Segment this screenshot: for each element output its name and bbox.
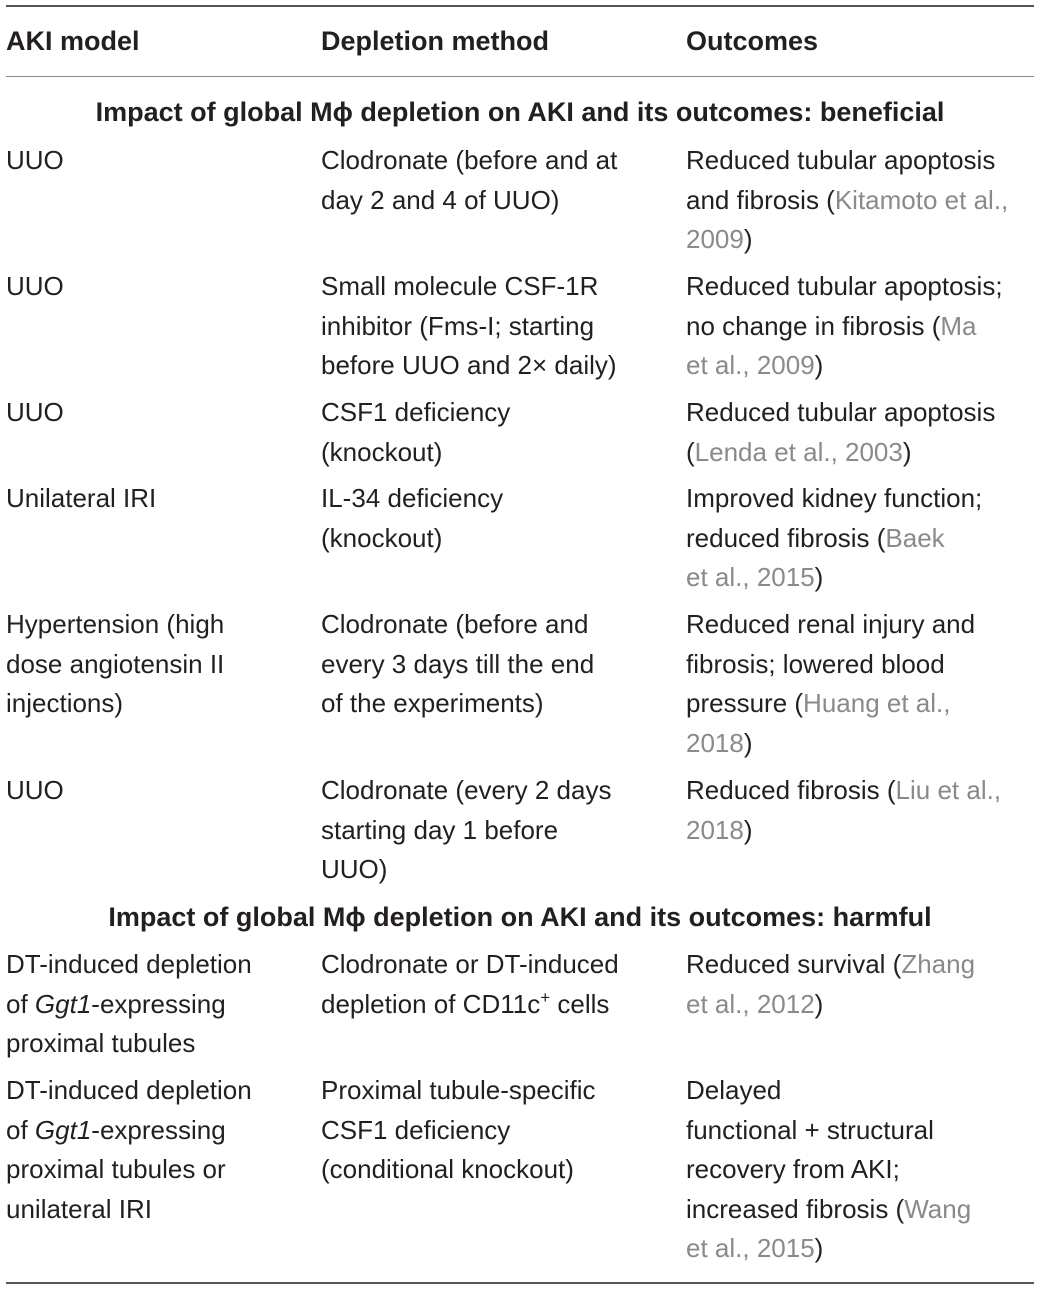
table-row-4-outcome: Improved kidney function; reduced fibrosis (Baek et al., 2015)	[686, 483, 983, 592]
table-row-2-model: UUO	[6, 271, 64, 301]
table-row-7-model: DT-induced depletion of Ggt1-expressing proximal tubules	[6, 945, 306, 1064]
table-bottom-rule	[6, 1282, 1034, 1284]
citation-link[interactable]: et al., 2009	[686, 350, 815, 380]
ggt1-italic-line: of Ggt1-expressing	[6, 1114, 226, 1145]
table-row-3-method: CSF1 deficiency (knockout)	[321, 397, 511, 467]
table-row-3-model: UUO	[6, 397, 64, 427]
table-row-8-method: Proximal tubule-specific CSF1 deficiency (conditional knockout)	[321, 1075, 596, 1184]
citation-link[interactable]: Ma	[940, 310, 977, 341]
citation-link[interactable]: Kitamoto et al.,	[834, 184, 1009, 215]
section-title-harmful: Impact of global Mϕ depletion on AKI and its outcomes: harmful	[108, 902, 932, 932]
table-row-6-method: Clodronate (every 2 days starting day 1 before UUO)	[321, 775, 612, 884]
table-row-2-method: Small molecule CSF-1R inhibitor (Fms-I; starting before UUO and 2× daily)	[321, 271, 617, 380]
table-row-8-model: DT-induced depletion of Ggt1-expressing proximal tubules or unilateral IRI	[6, 1071, 306, 1229]
table-row-3-outcome: Reduced tubular apoptosis (Lenda et al., 2003)	[686, 397, 996, 467]
table-row-6-model: UUO	[6, 775, 64, 805]
header-outcomes: Outcomes	[686, 26, 819, 56]
citation-link[interactable]: Wang	[904, 1193, 972, 1224]
citation-link[interactable]: Huang et al.,	[803, 688, 951, 718]
table-row-5-model: Hypertension (high dose angiotensin II injections)	[6, 609, 225, 718]
citation-link[interactable]: Zhang	[901, 949, 976, 979]
citation-link[interactable]: Lenda et al., 2003	[694, 436, 903, 467]
table-row-4-method: IL-34 deficiency (knockout)	[321, 483, 504, 553]
table-row-1-model: UUO	[6, 145, 64, 175]
table-row-1-outcome: Reduced tubular apoptosis and fibrosis (Kitamoto et al., 2009)	[686, 145, 1009, 254]
table-top-rule	[6, 5, 1034, 7]
table-row-4-model: Unilateral IRI	[6, 483, 157, 513]
header-rule	[6, 76, 1034, 77]
citation-link[interactable]: Liu et al.,	[895, 775, 1002, 805]
citation-link[interactable]: et al., 2015	[686, 562, 815, 592]
cd11c-line: depletion of CD11c+ cells	[321, 987, 610, 1019]
ggt1-line	[6, 1111, 306, 1151]
citation-link[interactable]: Baek	[885, 522, 945, 553]
citation-link[interactable]: et al., 2012	[686, 988, 815, 1019]
ggt1-line	[6, 985, 306, 1025]
ggt1-italic-line: of Ggt1-expressing	[6, 988, 226, 1019]
table-row-2-outcome: Reduced tubular apoptosis; no change in fibrosis (Ma et al., 2009)	[686, 271, 1003, 380]
section-title-beneficial: Impact of global Mϕ depletion on AKI and its outcomes: beneficial	[95, 97, 945, 127]
table-row-1-method: Clodronate (before and at day 2 and 4 of UUO)	[321, 145, 618, 215]
table-row-8-outcome: Delayed functional + structural recovery from AKI; increased fibrosis (Wang et al., 2015)	[686, 1075, 972, 1263]
table-row-6-outcome: Reduced fibrosis (Liu et al., 2018)	[686, 775, 1002, 845]
header-depletion-method: Depletion method	[321, 26, 549, 56]
citation-link[interactable]: 2018	[686, 727, 744, 758]
table-row-7-outcome: Reduced survival (Zhang et al., 2012)	[686, 949, 976, 1019]
citation-link[interactable]: et al., 2015	[686, 1233, 815, 1263]
table-row-5-outcome: Reduced renal injury and fibrosis; lowered blood pressure (Huang et al., 2018)	[686, 609, 976, 758]
citation-link[interactable]: 2009	[686, 224, 744, 254]
table-row-5-method: Clodronate (before and every 3 days till the end of the experiments)	[321, 609, 595, 718]
header-aki-model: AKI model	[6, 26, 140, 56]
table-row-7-method: Clodronate or DT-induced depletion of CD11c+ cells	[321, 945, 676, 1024]
citation-link[interactable]: 2018	[686, 814, 744, 845]
